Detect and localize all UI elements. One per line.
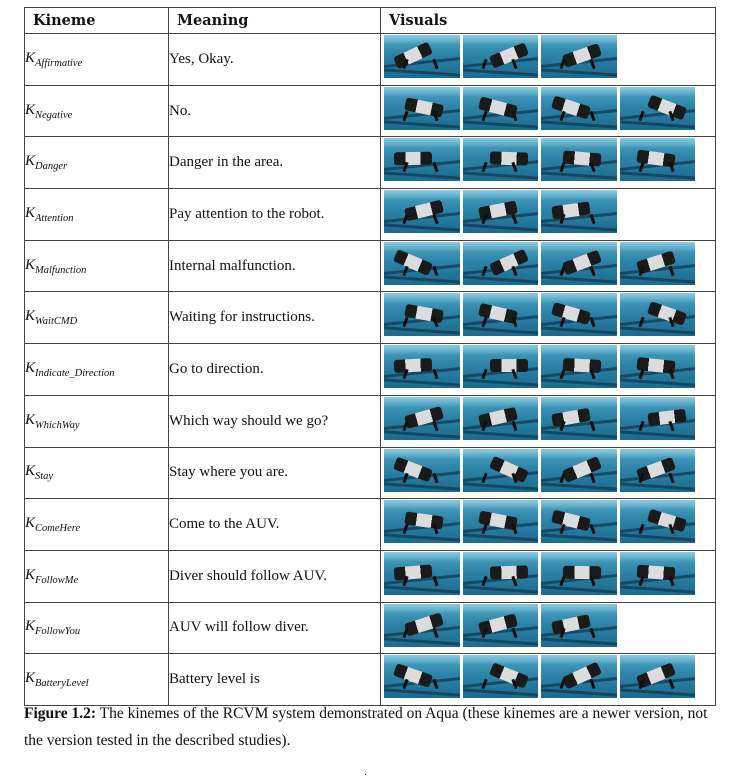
table-row bbox=[25, 395, 716, 447]
kineme-symbol: K bbox=[25, 463, 36, 480]
pool-lane-line bbox=[463, 172, 539, 180]
pool-lane-line bbox=[463, 689, 539, 697]
pool-lane-line bbox=[463, 275, 539, 283]
table-row bbox=[25, 550, 716, 602]
table-row bbox=[25, 85, 716, 137]
underwater-robot-image bbox=[384, 500, 460, 543]
underwater-robot-image bbox=[620, 242, 696, 285]
kineme-symbol: K bbox=[25, 411, 36, 428]
kineme-subscript: FollowMe bbox=[35, 574, 79, 586]
page-marker: . bbox=[364, 768, 367, 778]
kineme-table bbox=[24, 7, 716, 706]
kineme-cell bbox=[25, 447, 169, 499]
underwater-robot-image bbox=[541, 138, 617, 181]
kineme-symbol: K bbox=[25, 101, 36, 118]
underwater-robot-image bbox=[463, 449, 539, 492]
kineme-subscript: WaitCMD bbox=[35, 316, 78, 328]
underwater-robot-image bbox=[620, 87, 696, 130]
kineme-subscript: Malfunction bbox=[35, 264, 87, 276]
underwater-robot-image bbox=[541, 604, 617, 647]
aqua-robot bbox=[562, 249, 602, 275]
pool-lane-line bbox=[620, 275, 696, 283]
underwater-robot-image bbox=[384, 345, 460, 388]
underwater-robot-image bbox=[620, 138, 696, 181]
kineme-cell bbox=[25, 654, 169, 706]
meaning-cell: Come to the AUV. bbox=[169, 499, 381, 551]
table-row bbox=[25, 344, 716, 396]
pool-lane-line bbox=[463, 327, 539, 335]
pool-lane-line bbox=[384, 120, 460, 128]
pool-lane-line bbox=[541, 327, 617, 335]
caption-text: The kinemes of the RCVM system demonstrated on Aqua (these kinemes are a newer version, not the version tested in the described studies). bbox=[24, 705, 708, 749]
table-row bbox=[25, 240, 716, 292]
pool-lane-line bbox=[541, 689, 617, 697]
kineme-cell bbox=[25, 189, 169, 241]
meaning-cell: Stay where you are. bbox=[169, 447, 381, 499]
meaning-cell: Which way should we go? bbox=[169, 395, 381, 447]
pool-lane-line bbox=[541, 378, 617, 386]
underwater-robot-image bbox=[384, 604, 460, 647]
table-row bbox=[25, 292, 716, 344]
meaning-cell: Diver should follow AUV. bbox=[169, 550, 381, 602]
kineme-cell bbox=[25, 34, 169, 86]
pool-lane-line bbox=[541, 68, 617, 76]
underwater-robot-image bbox=[463, 500, 539, 543]
underwater-robot-image bbox=[384, 35, 460, 78]
pool-lane-line bbox=[620, 120, 696, 128]
meaning-cell: Yes, Okay. bbox=[169, 34, 381, 86]
visuals-cell bbox=[381, 654, 716, 706]
pool-lane-line bbox=[541, 275, 617, 283]
kineme-symbol: K bbox=[25, 670, 36, 687]
kineme-subscript: ComeHere bbox=[35, 523, 81, 535]
underwater-robot-image bbox=[463, 190, 539, 233]
kineme-subscript: WhichWay bbox=[35, 419, 80, 431]
pool-lane-line bbox=[620, 689, 696, 697]
meaning-cell: Battery level is bbox=[169, 654, 381, 706]
table-row bbox=[25, 499, 716, 551]
underwater-robot-image bbox=[384, 242, 460, 285]
meaning-cell: Go to direction. bbox=[169, 344, 381, 396]
aqua-robot bbox=[488, 42, 528, 68]
pool-lane-line bbox=[620, 482, 696, 490]
kineme-subscript: Indicate_Direction bbox=[35, 367, 115, 379]
pool-lane-line bbox=[620, 585, 696, 593]
underwater-robot-image bbox=[541, 293, 617, 336]
pool-lane-line bbox=[541, 534, 617, 542]
pool-lane-line bbox=[620, 430, 696, 438]
aqua-robot bbox=[562, 456, 602, 483]
underwater-robot-image bbox=[620, 397, 696, 440]
header-meaning: Meaning bbox=[169, 8, 381, 34]
underwater-robot-image bbox=[463, 604, 539, 647]
robot-flipper bbox=[638, 110, 644, 120]
pool-lane-line bbox=[384, 223, 460, 231]
visuals-cell bbox=[381, 240, 716, 292]
pool-lane-line bbox=[384, 689, 460, 697]
pool-lane-line bbox=[384, 275, 460, 283]
kineme-cell bbox=[25, 550, 169, 602]
kineme-symbol: K bbox=[25, 153, 36, 170]
pool-lane-line bbox=[384, 534, 460, 542]
kineme-symbol: K bbox=[25, 204, 36, 221]
robot-flipper bbox=[481, 266, 487, 276]
underwater-robot-image bbox=[541, 449, 617, 492]
aqua-robot bbox=[489, 152, 527, 166]
table-row bbox=[25, 602, 716, 654]
kineme-cell bbox=[25, 292, 169, 344]
underwater-robot-image bbox=[463, 345, 539, 388]
header-visuals: Visuals bbox=[381, 8, 716, 34]
kineme-cell bbox=[25, 395, 169, 447]
pool-lane-line bbox=[541, 637, 617, 645]
underwater-robot-image bbox=[463, 87, 539, 130]
underwater-robot-image bbox=[541, 397, 617, 440]
pool-lane-line bbox=[541, 223, 617, 231]
pool-lane-line bbox=[620, 534, 696, 542]
underwater-robot-image bbox=[384, 293, 460, 336]
underwater-robot-image bbox=[620, 345, 696, 388]
underwater-robot-image bbox=[384, 449, 460, 492]
pool-lane-line bbox=[384, 327, 460, 335]
underwater-robot-image bbox=[620, 449, 696, 492]
pool-lane-line bbox=[384, 585, 460, 593]
kineme-symbol: K bbox=[25, 308, 36, 325]
aqua-robot bbox=[488, 249, 528, 276]
kineme-cell bbox=[25, 602, 169, 654]
pool-lane-line bbox=[463, 430, 539, 438]
caption-label: Figure 1.2: bbox=[24, 705, 97, 722]
underwater-robot-image bbox=[620, 293, 696, 336]
kineme-symbol: K bbox=[25, 618, 36, 635]
kineme-cell bbox=[25, 137, 169, 189]
aqua-robot bbox=[562, 662, 602, 690]
meaning-cell: Waiting for instructions. bbox=[169, 292, 381, 344]
underwater-robot-image bbox=[541, 655, 617, 698]
aqua-robot bbox=[563, 358, 602, 373]
underwater-robot-image bbox=[541, 552, 617, 595]
aqua-robot bbox=[394, 152, 432, 166]
visuals-cell bbox=[381, 602, 716, 654]
meaning-cell: Pay attention to the robot. bbox=[169, 189, 381, 241]
pool-lane-line bbox=[384, 172, 460, 180]
underwater-robot-image bbox=[541, 345, 617, 388]
kineme-subscript: Stay bbox=[35, 471, 54, 483]
pool-lane-line bbox=[463, 378, 539, 386]
underwater-robot-image bbox=[463, 242, 539, 285]
pool-lane-line bbox=[620, 327, 696, 335]
meaning-cell: AUV will follow diver. bbox=[169, 602, 381, 654]
pool-lane-line bbox=[463, 482, 539, 490]
kineme-cell bbox=[25, 499, 169, 551]
underwater-robot-image bbox=[463, 655, 539, 698]
pool-lane-line bbox=[463, 120, 539, 128]
pool-lane-line bbox=[541, 430, 617, 438]
pool-lane-line bbox=[384, 482, 460, 490]
meaning-cell: No. bbox=[169, 85, 381, 137]
pool-lane-line bbox=[463, 534, 539, 542]
kineme-symbol: K bbox=[25, 256, 36, 273]
pool-lane-line bbox=[384, 637, 460, 645]
kineme-symbol: K bbox=[25, 49, 36, 66]
visuals-cell bbox=[381, 499, 716, 551]
robot-flipper bbox=[481, 472, 487, 482]
underwater-robot-image bbox=[620, 500, 696, 543]
meaning-cell: Danger in the area. bbox=[169, 137, 381, 189]
kineme-subscript: Affirmative bbox=[35, 57, 83, 69]
table-header-row bbox=[25, 8, 716, 34]
table-row bbox=[25, 447, 716, 499]
kineme-symbol: K bbox=[25, 359, 36, 376]
visuals-cell bbox=[381, 189, 716, 241]
underwater-robot-image bbox=[384, 655, 460, 698]
underwater-robot-image bbox=[541, 500, 617, 543]
underwater-robot-image bbox=[620, 552, 696, 595]
header-kineme: Kineme bbox=[25, 8, 169, 34]
kineme-cell bbox=[25, 85, 169, 137]
kineme-symbol: K bbox=[25, 515, 36, 532]
pool-lane-line bbox=[463, 68, 539, 76]
underwater-robot-image bbox=[384, 397, 460, 440]
underwater-robot-image bbox=[620, 655, 696, 698]
table-row bbox=[25, 654, 716, 706]
pool-lane-line bbox=[541, 172, 617, 180]
pool-lane-line bbox=[463, 223, 539, 231]
pool-lane-line bbox=[620, 378, 696, 386]
underwater-robot-image bbox=[384, 138, 460, 181]
kineme-cell bbox=[25, 240, 169, 292]
aqua-robot bbox=[393, 42, 433, 70]
pool-lane-line bbox=[541, 482, 617, 490]
kineme-subscript: FollowYou bbox=[35, 626, 81, 638]
kineme-subscript: Attention bbox=[35, 212, 74, 224]
underwater-robot-image bbox=[541, 35, 617, 78]
pool-lane-line bbox=[620, 172, 696, 180]
visuals-cell bbox=[381, 34, 716, 86]
aqua-robot bbox=[394, 358, 433, 373]
aqua-robot bbox=[562, 43, 602, 68]
underwater-robot-image bbox=[384, 87, 460, 130]
robot-flipper bbox=[481, 110, 487, 120]
table-row bbox=[25, 189, 716, 241]
visuals-cell bbox=[381, 447, 716, 499]
underwater-robot-image bbox=[541, 87, 617, 130]
underwater-robot-image bbox=[384, 190, 460, 233]
pool-lane-line bbox=[463, 637, 539, 645]
aqua-robot bbox=[646, 302, 686, 327]
pool-lane-line bbox=[541, 585, 617, 593]
pool-lane-line bbox=[384, 378, 460, 386]
aqua-robot bbox=[563, 566, 601, 580]
underwater-robot-image bbox=[463, 397, 539, 440]
underwater-robot-image bbox=[463, 138, 539, 181]
kineme-subscript: Danger bbox=[35, 161, 68, 173]
kineme-subscript: Negative bbox=[35, 109, 73, 121]
kineme-cell bbox=[25, 344, 169, 396]
underwater-robot-image bbox=[463, 35, 539, 78]
visuals-cell bbox=[381, 395, 716, 447]
pool-lane-line bbox=[541, 120, 617, 128]
visuals-cell bbox=[381, 344, 716, 396]
aqua-robot bbox=[488, 663, 528, 689]
visuals-cell bbox=[381, 550, 716, 602]
kineme-subscript: BatteryLevel bbox=[35, 678, 89, 690]
aqua-robot bbox=[489, 565, 527, 579]
pool-lane-line bbox=[384, 430, 460, 438]
table-row bbox=[25, 137, 716, 189]
visuals-cell bbox=[381, 137, 716, 189]
kineme-symbol: K bbox=[25, 566, 36, 583]
pool-lane-line bbox=[384, 68, 460, 76]
underwater-robot-image bbox=[463, 293, 539, 336]
visuals-cell bbox=[381, 85, 716, 137]
underwater-robot-image bbox=[541, 242, 617, 285]
underwater-robot-image bbox=[541, 190, 617, 233]
meaning-cell: Internal malfunction. bbox=[169, 240, 381, 292]
aqua-robot bbox=[490, 359, 528, 372]
figure-caption bbox=[24, 700, 718, 754]
underwater-robot-image bbox=[384, 552, 460, 595]
pool-lane-line bbox=[463, 585, 539, 593]
table-row bbox=[25, 34, 716, 86]
visuals-cell bbox=[381, 292, 716, 344]
underwater-robot-image bbox=[463, 552, 539, 595]
